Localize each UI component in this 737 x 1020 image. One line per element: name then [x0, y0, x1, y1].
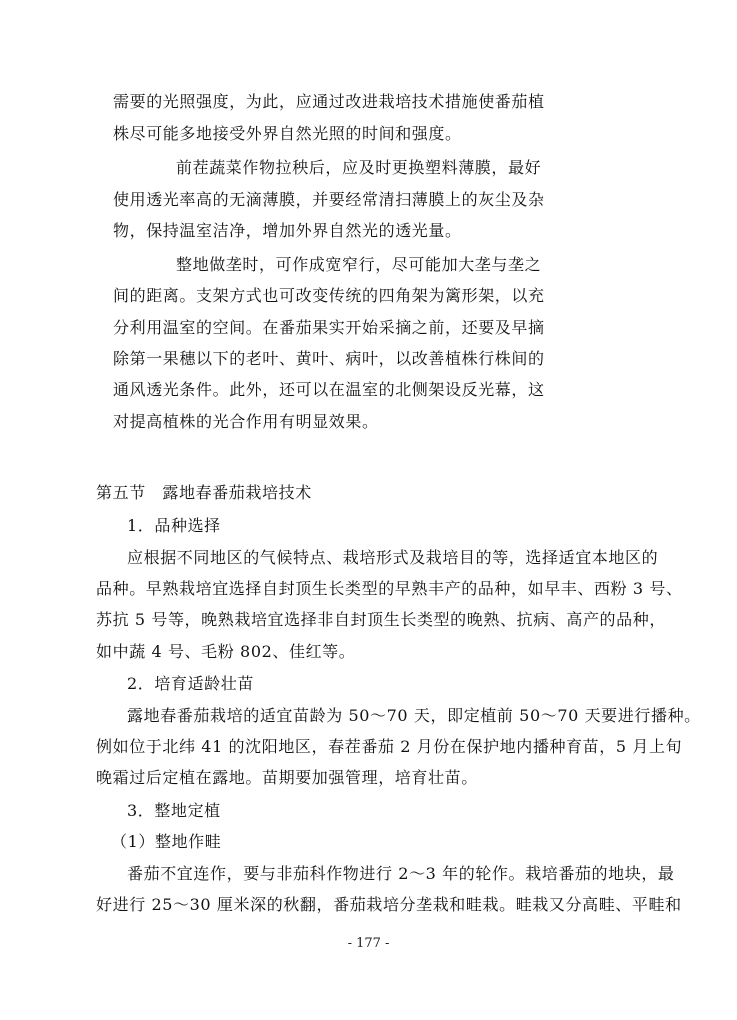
text-line: 分利用温室的空间。在番茄果实开始采摘之前，还要及早摘: [113, 318, 545, 337]
text-line: 物，保持温室洁净，增加外界自然光的透光量。: [113, 221, 462, 240]
text-line: 前茬蔬菜作物拉秧后，应及时更换塑料薄膜，最好: [176, 158, 542, 177]
text-line: 应根据不同地区的气候特点、栽培形式及栽培目的等，选择适宜本地区的: [127, 548, 659, 567]
text-line: 露地春番茄栽培的适宜苗龄为 50～70 天，即定植前 50～70 天要进行播种。: [127, 706, 701, 725]
text-line: 好进行 25～30 厘米深的秋翻，番茄栽培分垄栽和畦栽。畦栽又分高畦、平畦和: [96, 895, 682, 914]
section-title: 第五节 露地春番茄栽培技术: [96, 483, 312, 502]
text-line: 例如位于北纬 41 的沈阳地区，春茬番茄 2 月份在保护地内播种育苗，5 月上旬: [96, 737, 683, 756]
text-line: 品种。早熟栽培宜选择自封顶生长类型的早熟丰产的品种，如早丰、西粉 3 号、: [96, 579, 683, 598]
text-line: 晚霜过后定植在露地。苗期要加强管理，培育壮苗。: [96, 768, 478, 787]
text-line: 使用透光率高的无滴薄膜，并要经常清扫薄膜上的灰尘及杂: [113, 190, 545, 209]
text-line: 株尽可能多地接受外界自然光照的时间和强度。: [113, 124, 462, 143]
text-line: 通风透光条件。此外，还可以在温室的北侧架设反光幕，这: [113, 380, 545, 399]
text-line: 如中蔬 4 号、毛粉 802、佳红等。: [96, 642, 356, 661]
text-line: 间的距离。支架方式也可改变传统的四角架为篱形架，以充: [113, 286, 545, 305]
subheading: 3．整地定植: [127, 801, 221, 820]
text-line: 除第一果穗以下的老叶、黄叶、病叶，以改善植株行株间的: [113, 349, 545, 368]
page-number: - 177 -: [347, 936, 390, 951]
subheading: 1．品种选择: [127, 516, 221, 535]
subheading: 2．培育适龄壮苗: [127, 674, 254, 693]
text-line: 番茄不宜连作，要与非茄科作物进行 2～3 年的轮作。栽培番茄的地块，最: [127, 864, 675, 883]
text-line: 苏抗 5 号等，晚熟栽培宜选择非自封顶生长类型的晚熟、抗病、高产的品种，: [96, 610, 666, 629]
text-line: 对提高植株的光合作用有明显效果。: [113, 412, 379, 431]
text-line: 需要的光照强度，为此，应通过改进栽培技术措施使番茄植: [113, 92, 545, 111]
subheading: （1）整地作畦: [111, 832, 222, 851]
text-line: 整地做垄时，可作成宽窄行，尽可能加大垄与垄之: [176, 255, 542, 274]
